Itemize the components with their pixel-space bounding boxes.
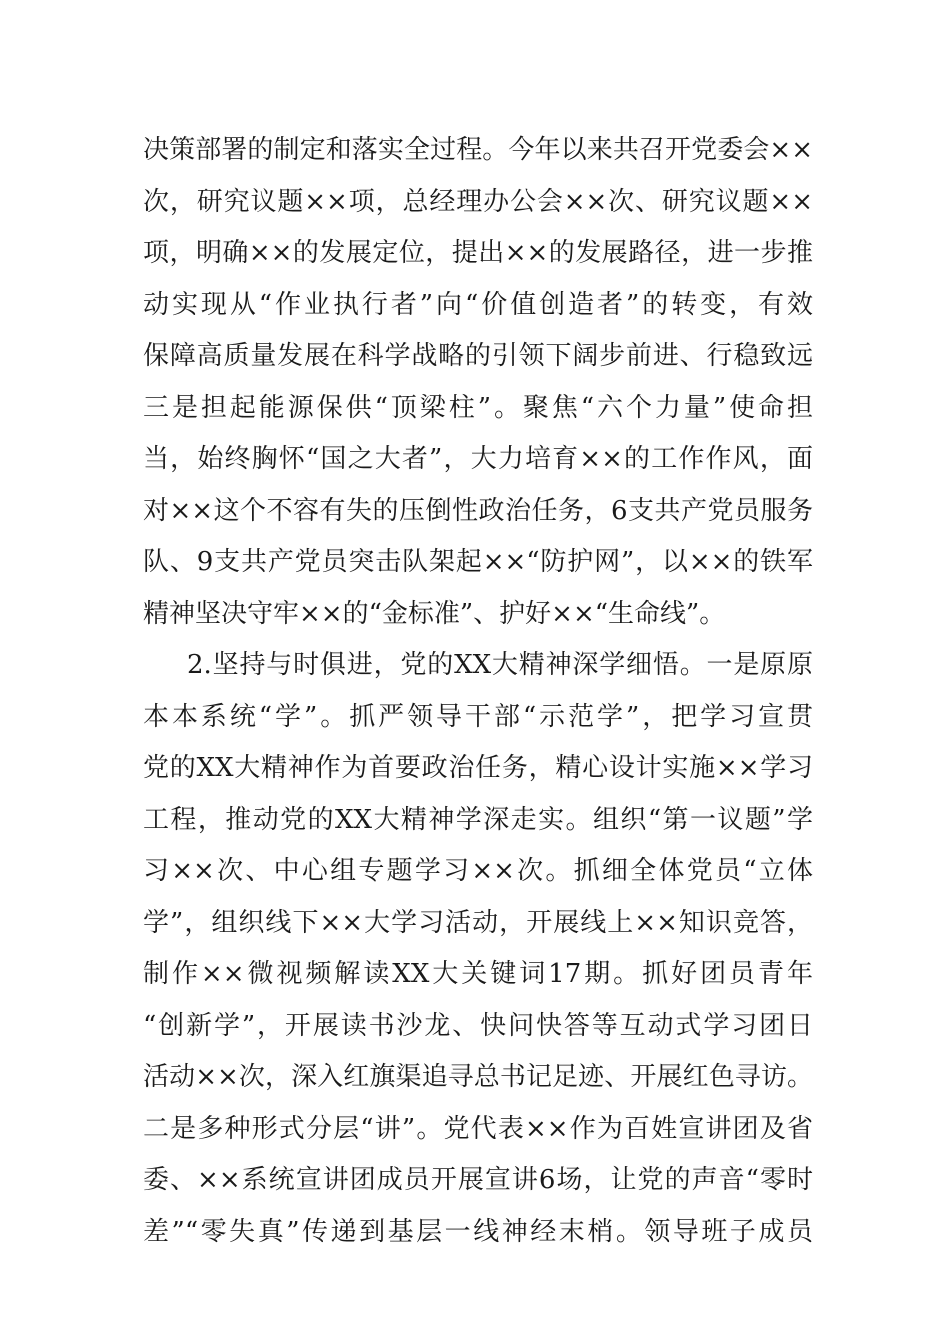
- text-line: 活动××次，深入红旗渠追寻总书记足迹、开展红色寻访。: [143, 1062, 813, 1092]
- text-line: 次，研究议题××项，总经理办公会××次、研究议题××: [143, 186, 813, 217]
- section-heading-line: 2.坚持与时俱进，党的XX大精神深学细悟。一是原原: [187, 650, 813, 680]
- text-line: 二是多种形式分层“讲”。党代表××作为百姓宣讲团及省: [143, 1113, 813, 1144]
- text-line: 工程，推动党的XX大精神学深走实。组织“第一议题”学: [143, 804, 813, 835]
- text-line: 委、××系统宣讲团成员开展宣讲6场，让党的声音“零时: [143, 1165, 813, 1195]
- text-line: 动实现从“作业执行者”向“价值创造者”的转变，有效: [143, 289, 813, 320]
- text-line: 决策部署的制定和落实全过程。今年以来共召开党委会××: [143, 135, 813, 165]
- text-line: 项，明确××的发展定位，提出××的发展路径，进一步推: [143, 238, 813, 268]
- text-line: 本本系统“学”。抓严领导干部“示范学”，把学习宣贯: [143, 701, 813, 732]
- text-line: 差”“零失真”传递到基层一线神经末梢。领导班子成员: [143, 1216, 813, 1247]
- text-line: 保障高质量发展在科学战略的引领下阔步前进、行稳致远: [143, 341, 813, 371]
- text-line: 队、9支共产党员突击队架起××“防护网”，以××的铁军: [143, 547, 813, 577]
- text-line: “创新学”，开展读书沙龙、快问快答等互动式学习团日: [143, 1010, 813, 1041]
- document-body: [143, 125, 813, 1258]
- text-line: 三是担起能源保供“顶梁柱”。聚焦“六个力量”使命担: [143, 392, 813, 423]
- text-line: 对××这个不容有失的压倒性政治任务，6支共产党员服务: [143, 495, 813, 526]
- text-line: 精神坚决守牢××的“金标准”、护好××“生命线”。: [143, 598, 726, 629]
- text-line: 当，始终胸怀“国之大者”，大力培育××的工作作风，面: [143, 444, 813, 474]
- text-line: 制作××微视频解读XX大关键词17期。抓好团员青年: [143, 959, 813, 989]
- text-line: 党的XX大精神作为首要政治任务，精心设计实施××学习: [143, 753, 813, 783]
- text-line: 习××次、中心组专题学习××次。抓细全体党员“立体: [143, 856, 813, 886]
- text-line: 学”，组织线下××大学习活动，开展线上××知识竞答，: [143, 907, 813, 938]
